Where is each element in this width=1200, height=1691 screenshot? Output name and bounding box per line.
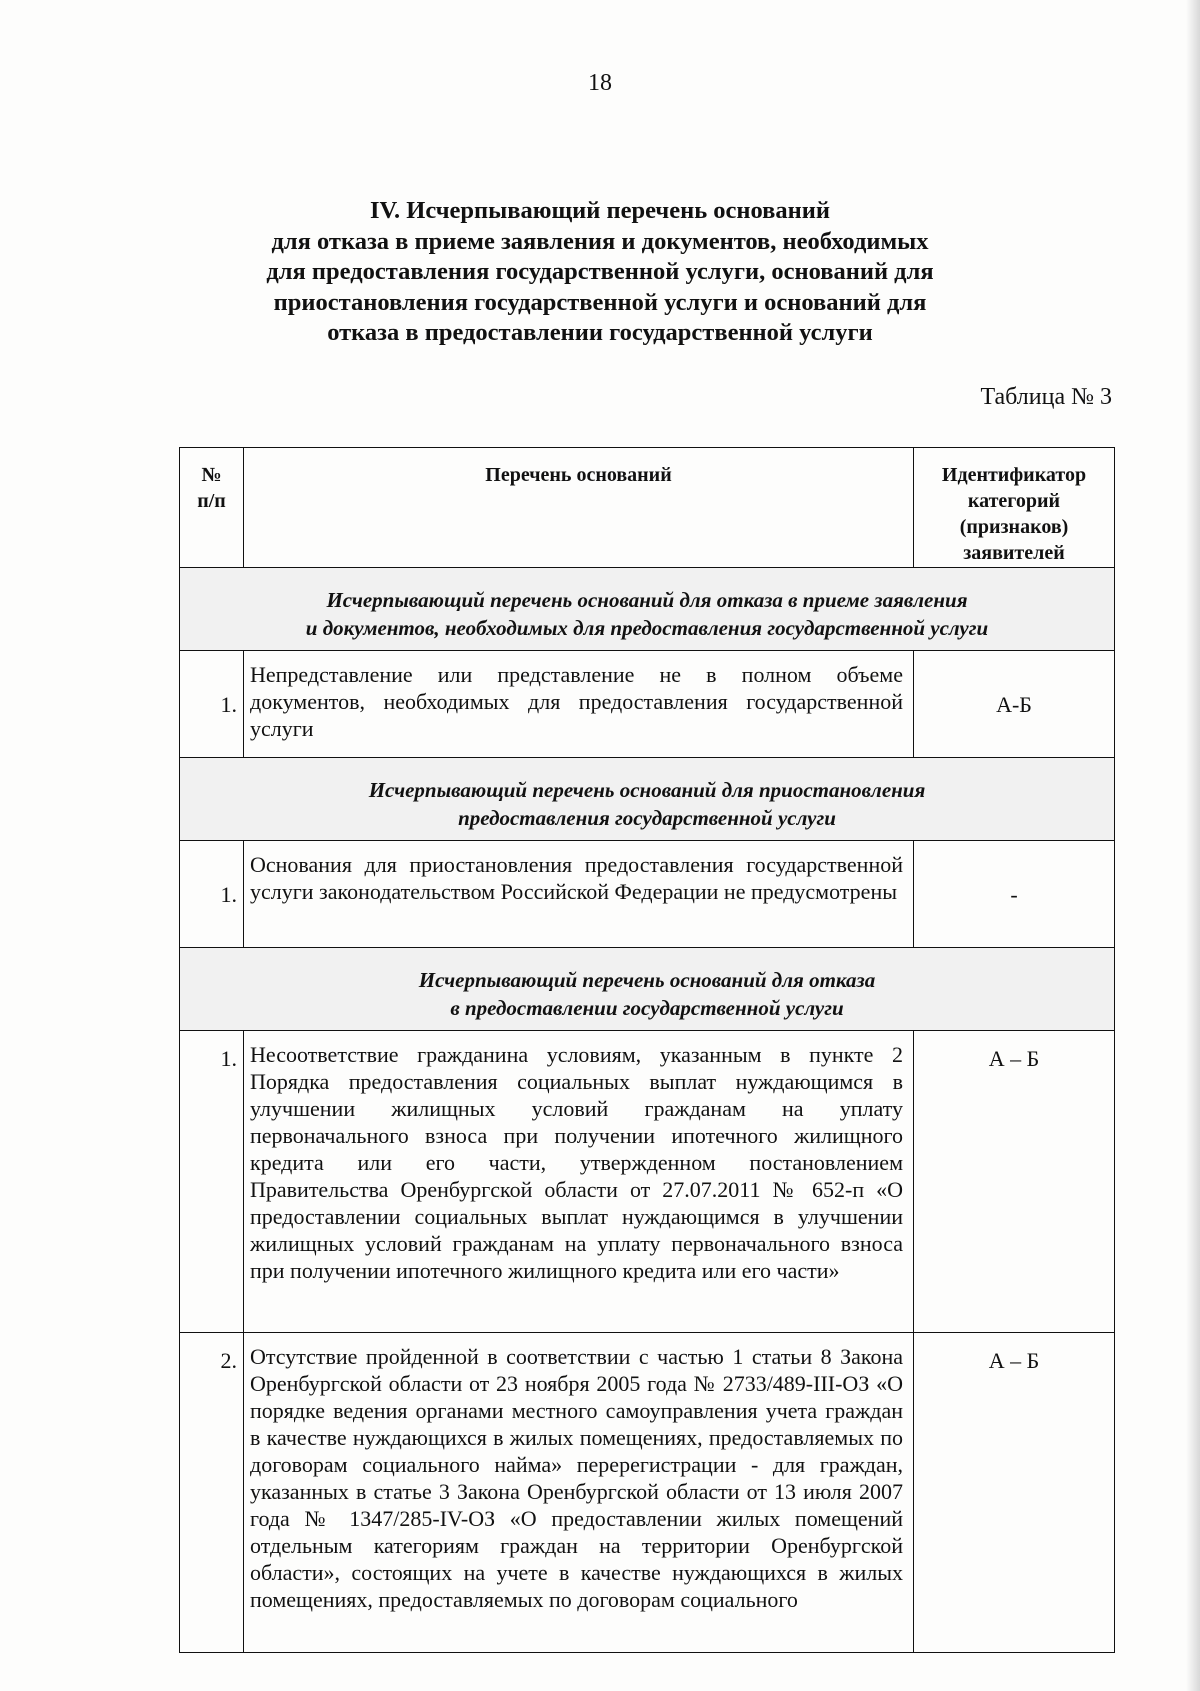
table-label: Таблица № 3 <box>980 384 1112 410</box>
header-id-line: категорий <box>967 490 1061 512</box>
section-title-line: Исчерпывающий перечень оснований для приостановления <box>368 778 926 802</box>
header-num-line: п/п <box>197 490 226 512</box>
row-number: 1. <box>180 651 244 758</box>
row-code: А – Б <box>914 1031 1115 1333</box>
header-id-line: Идентификатор <box>941 464 1087 486</box>
row-text: Непредставление или представление не в полном объеме документов, необходимых для предоставления государственной услуги <box>244 651 914 758</box>
header-num-line: № <box>201 464 222 486</box>
section-title-line: Исчерпывающий перечень оснований для отказа <box>418 968 876 992</box>
row-text: Несоответствие гражданина условиям, указанным в пункте 2 Порядка предоставления социальных выплат нуждающимся в улучшении жилищных условий гражданам на уплату первоначального взноса при получении ипотечного жилищного кредита или его части, утвержденном постановлением Правительства Оренбургской области от 27.07.2011 № 652-п «О предоставлении социальных выплат нуждающимся в улучшении жилищных условий гражданам на уплату первоначального взноса при получении ипотечного жилищного кредита или его части» <box>244 1031 914 1333</box>
row-text: Основания для приостановления предоставления государственной услуги законодательством Российской Федерации не предусмотрены <box>244 841 914 948</box>
heading-line: для отказа в приеме заявления и документов, необходимых <box>271 227 929 255</box>
grounds-table <box>179 447 1115 1653</box>
section-row <box>180 948 1115 1031</box>
table-row <box>180 1333 1115 1653</box>
row-number: 2. <box>180 1333 244 1653</box>
header-num <box>180 448 244 568</box>
heading-line: IV. Исчерпывающий перечень оснований <box>369 197 831 224</box>
section-title <box>180 758 1115 841</box>
section-title <box>180 568 1115 651</box>
section-title <box>180 948 1115 1031</box>
header-id-line: (признаков) <box>959 516 1069 538</box>
section-row <box>180 568 1115 651</box>
header-identifier <box>914 448 1115 568</box>
table-header-row <box>180 448 1115 568</box>
header-grounds: Перечень оснований <box>244 448 914 568</box>
page-number: 18 <box>588 70 612 96</box>
header-id-line: заявителей <box>963 542 1065 564</box>
table-row <box>180 1031 1115 1333</box>
row-code: А – Б <box>914 1333 1115 1653</box>
section-heading <box>160 196 1040 349</box>
heading-line: отказа в предоставлении государственной услуги <box>327 319 873 346</box>
row-number: 1. <box>180 841 244 948</box>
section-title-line: в предоставлении государственной услуги <box>450 996 844 1020</box>
section-title-line: Исчерпывающий перечень оснований для отказа в приеме заявления <box>326 588 968 612</box>
table-row <box>180 841 1115 948</box>
heading-line: для предоставления государственной услуги, оснований для <box>266 258 934 285</box>
row-code: А-Б <box>914 651 1115 758</box>
table-row <box>180 651 1115 758</box>
section-title-line: предоставления государственной услуги <box>458 806 836 830</box>
row-text: Отсутствие пройденной в соответствии с частью 1 статьи 8 Закона Оренбургской области от 23 ноября 2005 года № 2733/489-III-ОЗ «О порядке ведения органами местного самоуправления учета граждан в качестве нуждающихся в жилых помещениях, предоставляемых по договорам социального найма» перерегистрации - для граждан, указанных в статье 3 Закона Оренбургской области от 13 июля 2007 года № 1347/285-IV-ОЗ «О предоставлении жилых помещений отдельным категориям граждан на территории Оренбургской области», состоящих на учете в качестве нуждающихся в жилых помещениях, предоставляемых по договорам социального <box>244 1333 914 1653</box>
section-row <box>180 758 1115 841</box>
section-title-line: и документов, необходимых для предоставления государственной услуги <box>305 616 989 640</box>
row-code: - <box>914 841 1115 948</box>
heading-line: приостановления государственной услуги и оснований для <box>273 288 927 316</box>
row-number: 1. <box>180 1031 244 1333</box>
